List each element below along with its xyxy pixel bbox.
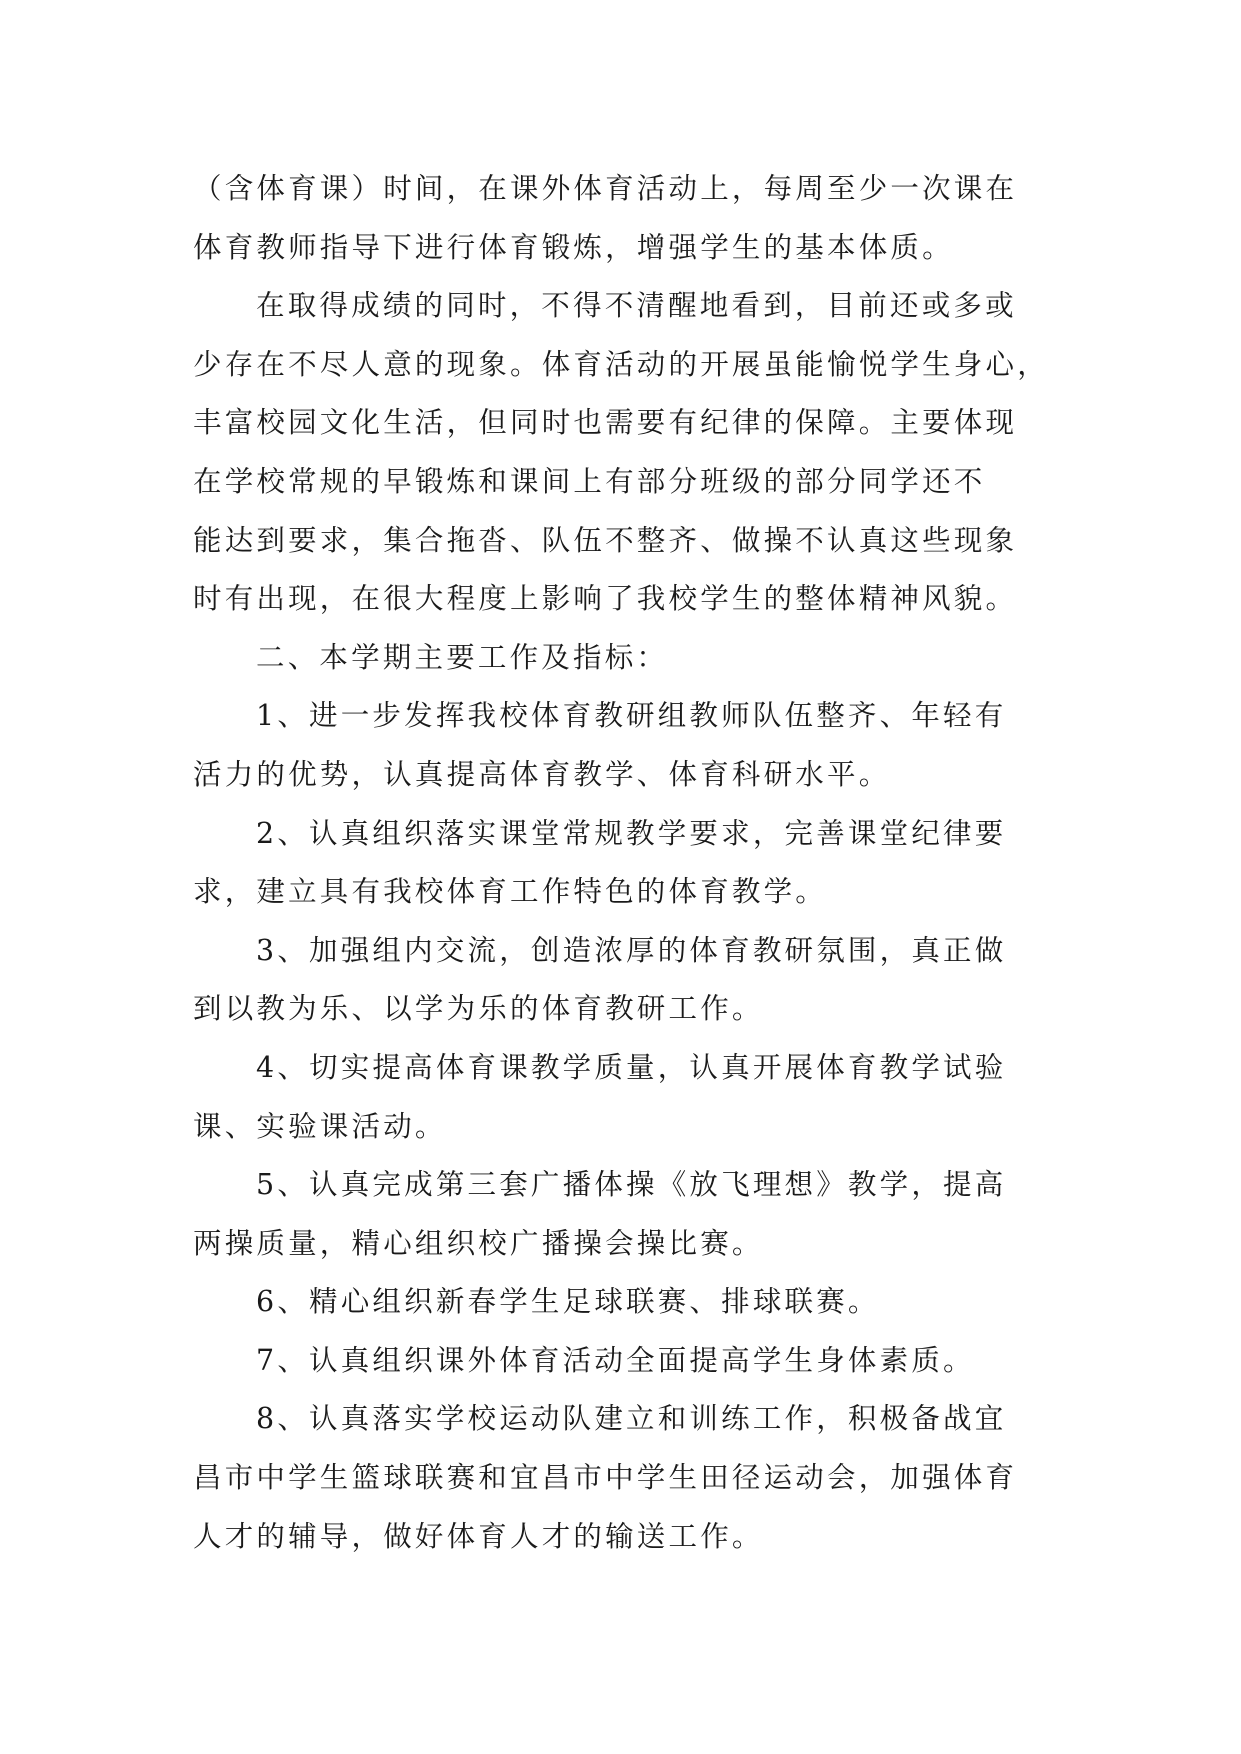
list-item: 7、认真组织课外体育活动全面提高学生身体素质。 [256, 1343, 975, 1377]
text-line: （含体育课）时间，在课外体育活动上，每周至少一次课在 [193, 172, 1018, 205]
text-line: 体育教师指导下进行体育锻炼，增强学生的基本体质。 [193, 230, 954, 264]
section-heading: 二、本学期主要工作及指标： [256, 640, 669, 674]
text-line: 求，建立具有我校体育工作特色的体育教学。 [193, 875, 828, 909]
text-line: 少存在不尽人意的现象。体育活动的开展虽能愉悦学生身心， [193, 347, 1049, 381]
list-item: 2、认真组织落实课堂常规教学要求，完善课堂纪律要 [256, 816, 1007, 850]
list-item: 6、精心组织新春学生足球联赛、排球联赛。 [256, 1285, 880, 1319]
text-line: 在学校常规的早锻炼和课间上有部分班级的部分同学还不 [193, 464, 986, 498]
text-line: 人才的辅导，做好体育人才的输送工作。 [193, 1519, 764, 1553]
text-line: 时有出现，在很大程度上影响了我校学生的整体精神风貌。 [193, 582, 1018, 616]
text-line: 在取得成绩的同时，不得不清醒地看到，目前还或多或 [256, 289, 1017, 323]
list-item: 4、切实提高体育课教学质量，认真开展体育教学试验 [256, 1050, 1007, 1084]
list-item: 3、加强组内交流，创造浓厚的体育教研氛围，真正做 [256, 933, 1007, 967]
text-line: 能达到要求，集合拖沓、队伍不整齐、做操不认真这些现象 [193, 523, 1018, 557]
text-line: 两操质量，精心组织校广播操会操比赛。 [193, 1226, 764, 1260]
text-line: 丰富校园文化生活，但同时也需要有纪律的保障。主要体现 [193, 406, 1018, 440]
text-line: 到以教为乐、以学为乐的体育教研工作。 [193, 992, 764, 1026]
document-page [193, 160, 1053, 1566]
list-item: 1、进一步发挥我校体育教研组教师队伍整齐、年轻有 [256, 699, 1007, 733]
text-line: 课、实验课活动。 [193, 1109, 447, 1143]
text-line: 活力的优势，认真提高体育教学、体育科研水平。 [193, 757, 891, 791]
text-line: 昌市中学生篮球联赛和宜昌市中学生田径运动会，加强体育 [193, 1461, 1018, 1495]
list-item: 5、认真完成第三套广播体操《放飞理想》教学，提高 [256, 1168, 1007, 1202]
list-item: 8、认真落实学校运动队建立和训练工作，积极备战宜 [256, 1402, 1007, 1436]
